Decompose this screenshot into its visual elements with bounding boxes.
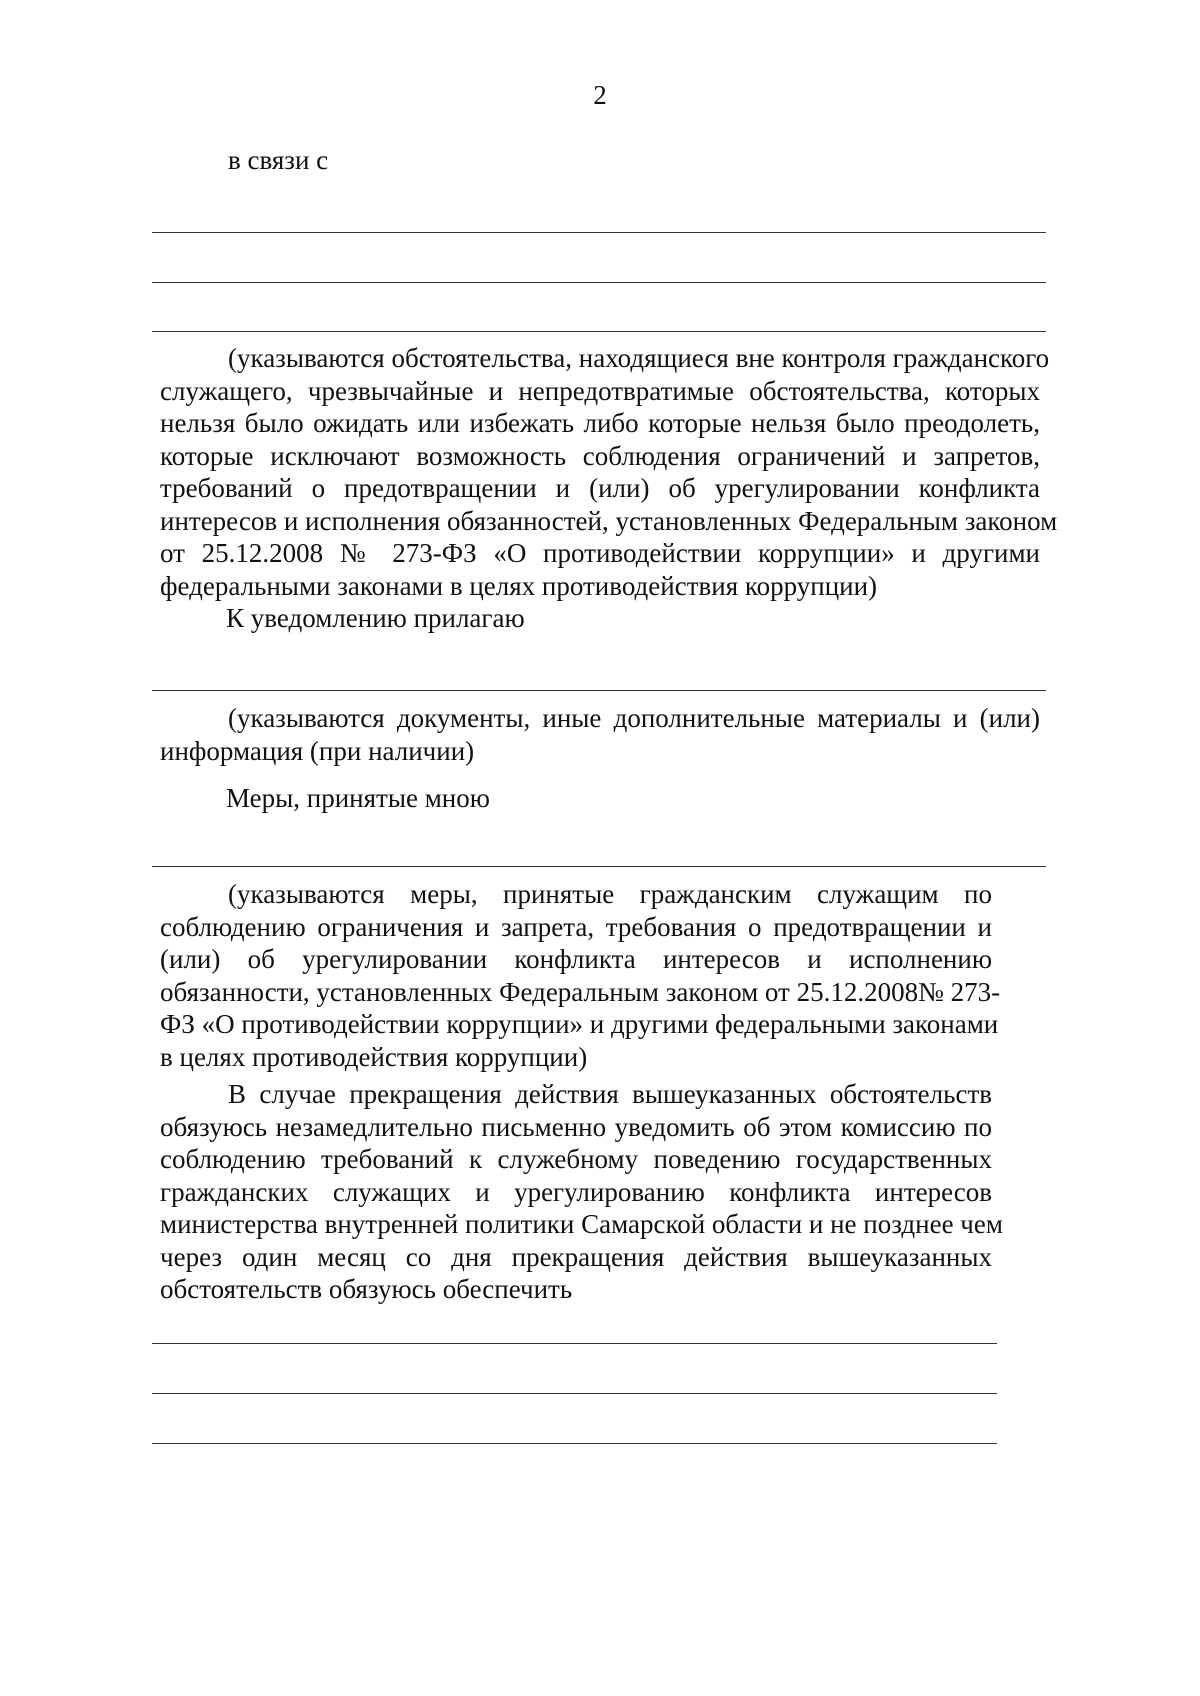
page-number: 2: [593, 80, 607, 110]
fill-line-1[interactable]: [152, 232, 1046, 233]
paragraph-line: соблюдению требований к служебному поведению государственных: [160, 1144, 992, 1174]
note-line: соблюдению ограничения и запрета, требования о предотвращении и: [160, 911, 992, 942]
note-line: (указываются документы, иные дополнительные материалы и (или): [228, 703, 1040, 733]
paragraph-line: В случае прекращения действия вышеуказанных обстоятельств: [228, 1079, 992, 1109]
note-line: (указываются меры, принятые гражданским служащим по: [228, 879, 992, 909]
obligation-fill-line-2[interactable]: [152, 1393, 997, 1394]
paragraph-line: гражданских служащих и урегулированию конфликта интересов: [160, 1176, 992, 1207]
note-line: интересов и исполнения обязанностей, установленных Федеральным законом: [160, 505, 1058, 536]
note-line: ФЗ «О противодействии коррупции» и другими федеральными законами: [160, 1009, 999, 1039]
measures-note: [160, 878, 1001, 1073]
paragraph-line: обязуюсь незамедлительно письменно уведомить об этом комиссию по: [160, 1111, 992, 1142]
attach-label: К уведомлению прилагаю: [226, 603, 525, 633]
paragraph-line: обстоятельств обязуюсь обеспечить: [160, 1274, 573, 1304]
attachments-fill-line[interactable]: [152, 690, 1046, 691]
obligation-paragraph: [160, 1078, 1003, 1306]
note-line: информация (при наличии): [160, 735, 475, 766]
measures-label: Меры, принятые мною: [226, 783, 490, 813]
obligation-fill-line-3[interactable]: [152, 1443, 997, 1444]
in-connection-label: в связи с: [228, 145, 329, 175]
note-line: которые исключают возможность соблюдения ограничений и запретов,: [160, 440, 1040, 471]
note-line: в целях противодействия коррупции): [160, 1041, 588, 1072]
obligation-fill-line-1[interactable]: [152, 1343, 997, 1344]
circumstances-note: [160, 342, 1058, 602]
fill-line-2[interactable]: [152, 282, 1046, 283]
note-line: федеральными законами в целях противодействия коррупции): [160, 570, 878, 601]
note-line: нельзя было ожидать или избежать либо которые нельзя было преодолеть,: [160, 408, 1040, 438]
note-line: (или) об урегулировании конфликта интересов и исполнению: [160, 944, 992, 974]
paragraph-line: министерства внутренней политики Самарской области и не позднее чем: [160, 1209, 1003, 1239]
fill-line-3[interactable]: [152, 331, 1046, 332]
documents-note: [160, 702, 1040, 767]
note-line: служащего, чрезвычайные и непредотвратимые обстоятельства, которых: [160, 375, 1040, 406]
paragraph-line: через один месяц со дня прекращения действия вышеуказанных: [160, 1241, 992, 1272]
note-line: требований о предотвращении и (или) об урегулировании конфликта: [160, 473, 1040, 503]
note-line: (указываются обстоятельства, находящиеся вне контроля гражданского: [228, 343, 1050, 373]
measures-fill-line[interactable]: [152, 866, 1046, 867]
note-line: от 25.12.2008 № 273-ФЗ «О противодействии коррупции» и другими: [160, 538, 1040, 568]
note-line: обязанности, установленных Федеральным законом от 25.12.2008№ 273-: [160, 976, 1001, 1007]
